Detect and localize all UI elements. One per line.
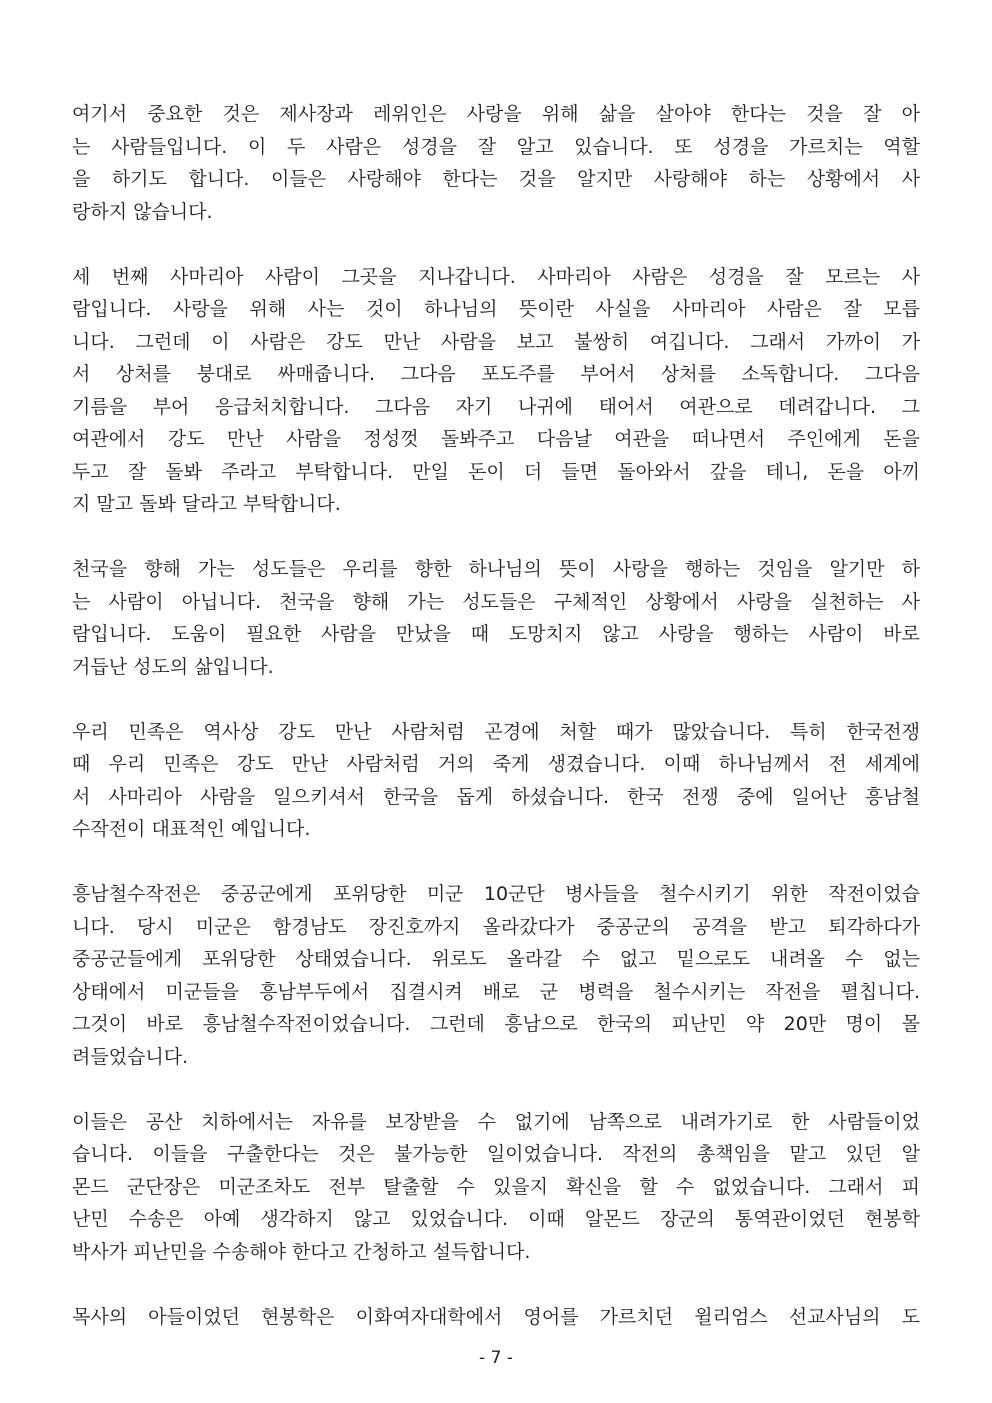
text-line: 니다. 그런데 이 사람은 강도 만난 사람을 보고 불쌍히 여깁니다. 그래서 가까이 가 <box>72 330 920 353</box>
paragraph <box>72 553 920 683</box>
text-line: 여관에서 강도 만난 사람을 정성껏 돌봐주고 다음날 여관을 떠나면서 주인에게 돈을 <box>72 428 920 450</box>
text-line: 이들은 공산 치하에서는 자유를 보장받을 수 없기에 남쪽으로 내려가기로 한 사람들이었 <box>72 1110 920 1133</box>
text-line: 서 사마리아 사람을 일으키셔서 한국을 돕게 하셨습니다. 한국 전쟁 중에 일어난 흥남철 <box>72 785 920 808</box>
text-line: 람입니다. 도움이 필요한 사람을 만났을 때 도망치지 않고 사랑을 행하는 사람이 바로 <box>72 623 920 645</box>
text-line: 난민 수송은 아예 생각하지 않고 있었습니다. 이때 알몬드 장군의 통역관이었던 현봉학 <box>72 1208 920 1230</box>
text-line: 천국을 향해 가는 성도들은 우리를 향한 하나님의 뜻이 사랑을 행하는 것임을 알기만 하 <box>72 558 920 580</box>
text-line: 기름을 부어 응급처치합니다. 그다음 자기 나귀에 태어서 여관으로 데려갑니다. 그 <box>72 395 920 418</box>
text-line: 는 사람이 아닙니다. 천국을 향해 가는 성도들은 구체적인 상황에서 사랑을 실천하는 사 <box>72 590 920 613</box>
document-body <box>72 98 920 1366</box>
text-line: 수작전이 대표적인 예입니다. <box>72 818 311 840</box>
page-number: - 7 - <box>479 1348 513 1368</box>
paragraph <box>72 716 920 846</box>
text-line: 거듭난 성도의 삶입니다. <box>72 655 274 678</box>
text-line: 람입니다. 사랑을 위해 사는 것이 하나님의 뜻이란 사실을 사마리아 사람은 잘 모릅 <box>72 298 920 320</box>
text-line: 랑하지 않습니다. <box>72 200 213 223</box>
paragraph <box>72 98 920 228</box>
text-line: 중공군들에게 포위당한 상태였습니다. 위로도 올라갈 수 없고 밑으로도 내려올 수 없는 <box>72 948 920 970</box>
text-line: 세 번째 사마리아 사람이 그곳을 지나갑니다. 사마리아 사람은 성경을 잘 모르는 사 <box>72 265 920 288</box>
paragraph <box>72 878 920 1073</box>
text-line: 려들었습니다. <box>72 1045 189 1068</box>
text-line: 우리 민족은 역사상 강도 만난 사람처럼 곤경에 처할 때가 많았습니다. 특히 한국전쟁 <box>72 720 920 743</box>
paragraph <box>72 261 920 521</box>
paragraph <box>72 1301 920 1334</box>
text-line: 때 우리 민족은 강도 만난 사람처럼 거의 죽게 생겼습니다. 이때 하나님께서 전 세계에 <box>72 753 920 775</box>
text-line: 목사의 아들이었던 현봉학은 이화여자대학에서 영어를 가르치던 윌리엄스 선교사님의 도 <box>72 1305 920 1328</box>
text-line: 박사가 피난민을 수송해야 한다고 간청하고 설득합니다. <box>72 1240 531 1263</box>
text-line: 상태에서 미군들을 흥남부두에서 집결시켜 배로 군 병력을 철수시키는 작전을 펼칩니다. <box>72 980 920 1003</box>
text-line: 서 상처를 붕대로 싸매줍니다. 그다음 포도주를 부어서 상처를 소독합니다. 그다음 <box>72 363 920 385</box>
text-line: 습니다. 이들을 구출한다는 것은 불가능한 일이었습니다. 작전의 총책임을 맡고 있던 알 <box>72 1143 920 1165</box>
text-line: 두고 잘 돌봐 주라고 부탁합니다. 만일 돈이 더 들면 돌아와서 갚을 테니, 돈을 아끼 <box>72 460 920 483</box>
text-line: 는 사람들입니다. 이 두 사람은 성경을 잘 알고 있습니다. 또 성경을 가르치는 역할 <box>72 135 920 158</box>
text-line: 니다. 당시 미군은 함경남도 장진호까지 올라갔다가 중공군의 공격을 받고 퇴각하다가 <box>72 915 920 938</box>
text-line: 몬드 군단장은 미군조차도 전부 탈출할 수 있을지 확신을 할 수 없었습니다. 그래서 피 <box>72 1175 920 1198</box>
text-line: 그것이 바로 흥남철수작전이었습니다. 그런데 흥남으로 한국의 피난민 약 20만 명이 몰 <box>72 1013 920 1035</box>
text-line: 을 하기도 합니다. 이들은 사랑해야 한다는 것을 알지만 사랑해야 하는 상황에서 사 <box>72 168 920 190</box>
text-line: 지 말고 돌봐 달라고 부탁합니다. <box>72 493 341 515</box>
paragraph <box>72 1106 920 1269</box>
text-line: 흥남철수작전은 중공군에게 포위당한 미군 10군단 병사들을 철수시키기 위한 작전이었습 <box>72 883 920 905</box>
text-line: 여기서 중요한 것은 제사장과 레위인은 사랑을 위해 삶을 살아야 한다는 것을 잘 아 <box>72 103 920 125</box>
